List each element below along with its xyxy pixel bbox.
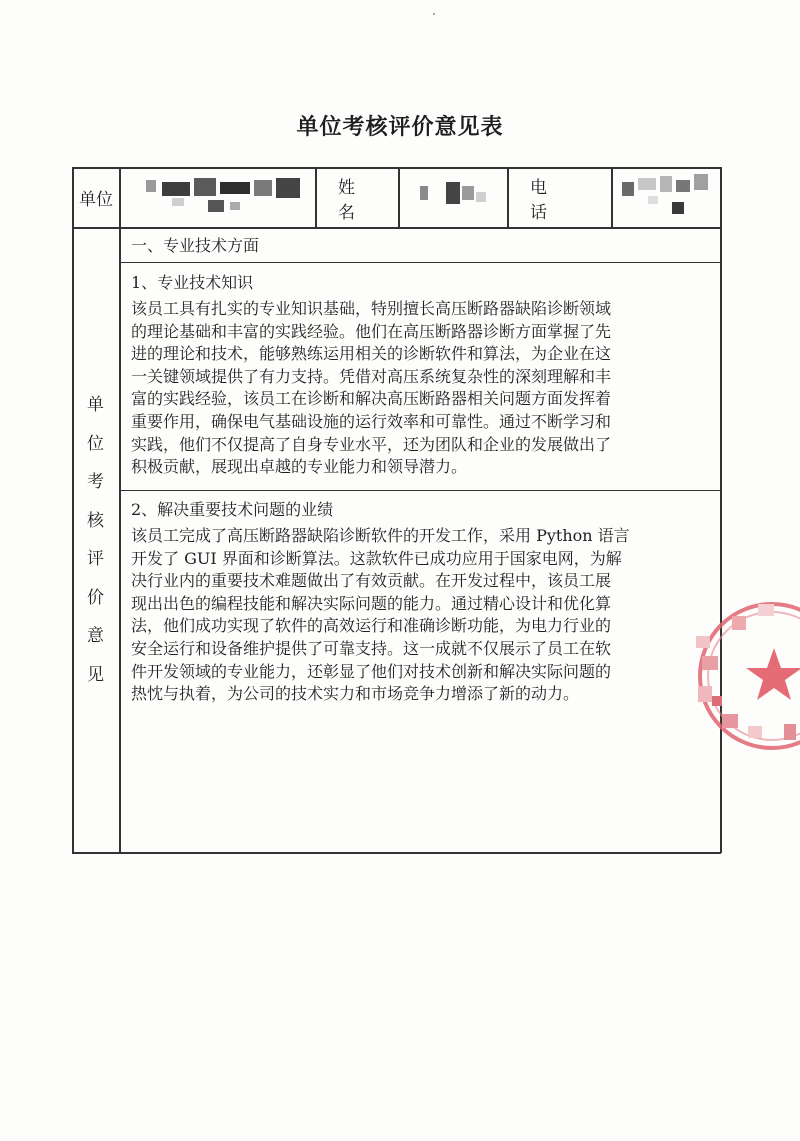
text-line: 决行业内的重要技术难题做出了有效贡献。在开发过程中，该员工展	[131, 571, 612, 591]
vertical-char: 位	[87, 433, 104, 454]
evaluation-vertical-label	[72, 228, 119, 852]
vertical-char: 单	[87, 395, 104, 415]
text-line: 安全运行和设备维护提供了可靠支持。这一成就不仅展示了员工在软	[131, 638, 612, 658]
vertical-char: 核	[87, 510, 104, 531]
text-line: 法，他们成功实现了软件的高效运行和准确诊断功能，为电力行业的	[131, 616, 612, 636]
seal-pixel	[732, 616, 746, 630]
page-title: 单位考核评价意见表	[296, 114, 504, 140]
text-line: 热忱与执着，为公司的技术实力和市场竞争力增添了新的动力。	[131, 684, 580, 704]
vertical-char: 考	[87, 472, 104, 492]
sub1-paragraph	[131, 298, 715, 479]
seal-pixel	[702, 656, 718, 670]
section-title: 一、专业技术方面	[131, 236, 260, 255]
name-value-redacted	[420, 180, 490, 210]
text-line: 件开发领域的专业能力，还彰显了他们对技术创新和解决实际问题的	[131, 661, 612, 681]
text-line: 现出出色的编程技能和解决实际问题的能力。通过精心设计和优化算	[131, 593, 612, 613]
text-line: 实践，他们不仅提高了自身专业水平，还为团队和企业的发展做出了	[131, 434, 612, 454]
seal-pixel	[698, 686, 712, 702]
vertical-char: 意	[87, 626, 104, 646]
sub1-title: 1、专业技术知识	[131, 273, 254, 292]
unit-label: 单位	[79, 190, 113, 210]
seal-pixel	[748, 726, 762, 738]
seal-star	[746, 648, 800, 700]
seal-pixel	[696, 636, 710, 648]
text-line: 一关键领域提供了有力支持。凭借对高压系统复杂性的深刻理解和丰	[131, 366, 612, 386]
unit-label-cell	[73, 168, 119, 227]
seal-pixel	[784, 724, 796, 740]
phone-label-cell	[508, 168, 611, 227]
name-label-cell	[316, 168, 398, 227]
text-line: 进的理论和技术，能够熟练运用相关的诊断软件和算法，为企业在这	[131, 344, 612, 364]
sub2-paragraph	[131, 525, 715, 706]
official-seal-stamp	[692, 596, 800, 756]
scan-speck	[433, 13, 435, 15]
text-line: 开发了 GUI 界面和诊断算法。这款软件已成功应用于国家电网，为解	[131, 548, 622, 568]
name-label: 姓 名	[338, 177, 377, 223]
vertical-char: 见	[87, 664, 104, 685]
text-line: 的理论基础和丰富的实践经验。他们在高压断路器诊断方面掌握了先	[131, 321, 612, 341]
text-line: 重要作用，确保电气基础设施的运行效率和可靠性。通过不断学习和	[131, 411, 612, 431]
seal-pixel	[758, 604, 774, 616]
seal-pixel	[712, 696, 722, 706]
text-line: 积极贡献，展现出卓越的专业能力和领导潜力。	[131, 457, 468, 477]
sub2-title: 2、解决重要技术问题的业绩	[131, 500, 334, 519]
text-line: 富的实践经验，该员工在诊断和解决高压断路器相关问题方面发挥着	[131, 389, 612, 409]
seal-pixel	[722, 714, 738, 728]
phone-value-redacted	[620, 172, 716, 218]
vertical-char: 评	[87, 549, 104, 569]
phone-label: 电 话	[530, 177, 569, 223]
unit-value-redacted	[142, 176, 302, 216]
text-line: 该员工完成了高压断路器缺陷诊断软件的开发工作，采用 Python 语言	[131, 526, 630, 545]
vertical-char: 价	[87, 587, 104, 608]
text-line: 该员工具有扎实的专业知识基础，特别擅长高压断路器缺陷诊断领域	[131, 299, 612, 318]
